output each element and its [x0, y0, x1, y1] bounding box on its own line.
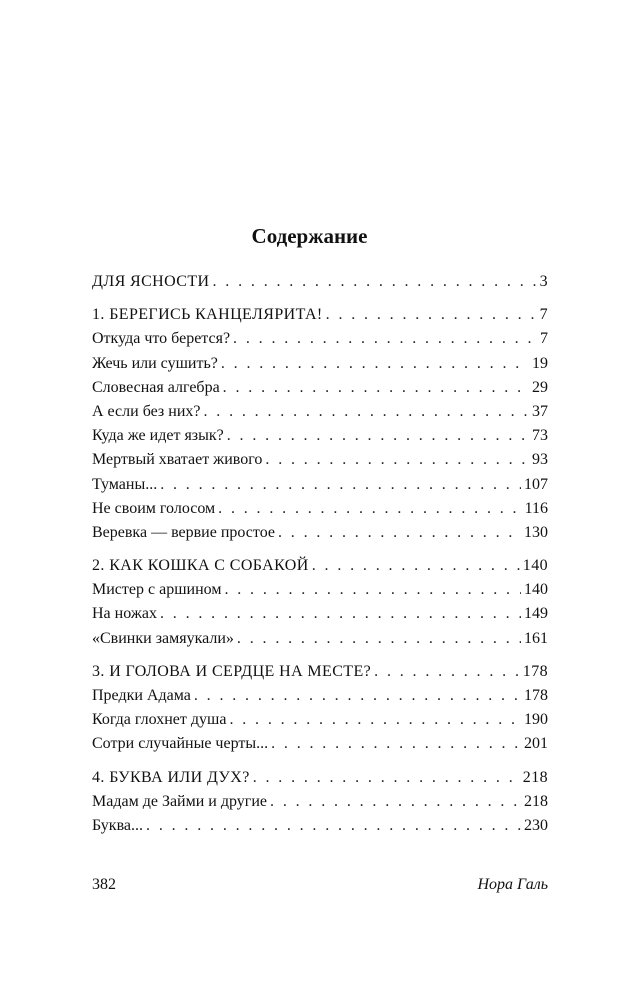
- toc-entry-page: 73: [532, 427, 548, 445]
- toc-entry: [92, 732, 548, 756]
- toc-entry-title: 4. БУКВА ИЛИ ДУХ?: [92, 768, 250, 786]
- dot-leader: [271, 732, 521, 756]
- dot-leader: [146, 814, 521, 838]
- toc-entry-page: 149: [524, 605, 548, 623]
- dot-leader: [160, 473, 521, 497]
- toc-entry-page: 178: [522, 662, 548, 680]
- toc-entry-page: 130: [524, 523, 548, 541]
- toc-section-heading: [92, 270, 548, 294]
- dot-leader: [270, 790, 521, 814]
- page-number: 382: [92, 876, 116, 893]
- table-of-contents: [92, 270, 548, 847]
- toc-entry-title: 1. БЕРЕГИСЬ КАНЦЕЛЯРИТА!: [92, 306, 323, 324]
- toc-entry-page: 7: [539, 306, 548, 324]
- toc-entry: [92, 352, 548, 376]
- toc-entry-title: Не своим голосом: [92, 499, 216, 517]
- toc-entry: [92, 497, 548, 521]
- toc-entry-page: 19: [532, 354, 548, 372]
- toc-entry-title: Куда же идет язык?: [92, 427, 224, 445]
- toc-entry: [92, 376, 548, 400]
- toc-entry-title: Буква...: [92, 816, 144, 834]
- page-title: Содержание: [251, 224, 368, 248]
- toc-entry-title: 2. КАК КОШКА С СОБАКОЙ: [92, 557, 309, 575]
- toc-entry: [92, 400, 548, 424]
- dot-leader: [229, 708, 521, 732]
- toc-entry: [92, 448, 548, 472]
- toc-entry-title: «Свинки замяукали»: [92, 629, 234, 647]
- toc-entry-title: Веревка — вервие простое: [92, 523, 275, 541]
- dot-leader: [278, 521, 521, 545]
- dot-leader: [218, 497, 521, 521]
- toc-section: [92, 554, 548, 651]
- toc-entry-page: 3: [539, 273, 548, 290]
- toc-entry: [92, 473, 548, 497]
- running-author: Нора Галь: [477, 876, 548, 893]
- toc-entry-page: 230: [524, 816, 548, 834]
- dot-leader: [213, 270, 537, 294]
- toc-entry: [92, 327, 548, 351]
- toc-section-heading: [92, 303, 548, 327]
- toc-entry-page: 218: [524, 792, 548, 810]
- toc-entry-title: Словесная алгебра: [92, 378, 220, 396]
- dot-leader: [203, 400, 529, 424]
- toc-entry-page: 161: [524, 629, 548, 647]
- toc-entry-title: А если без них?: [92, 402, 201, 420]
- dot-leader: [374, 660, 520, 684]
- toc-entry-page: 140: [522, 557, 548, 575]
- toc-entry-title: Откуда что берется?: [92, 330, 231, 348]
- dot-leader: [326, 303, 537, 327]
- toc-entry-title: ДЛЯ ЯСНОСТИ: [92, 273, 210, 290]
- toc-entry-title: Сотри случайные черты...: [92, 735, 269, 753]
- toc-entry: [92, 790, 548, 814]
- toc-entry: [92, 578, 548, 602]
- toc-entry-page: 7: [540, 330, 548, 348]
- toc-entry-title: Предки Адама: [92, 687, 191, 704]
- toc-entry-title: На ножах: [92, 605, 157, 623]
- toc-entry-page: 201: [524, 735, 548, 753]
- dot-leader: [194, 684, 521, 708]
- toc-section: [92, 270, 548, 294]
- toc-section-heading: [92, 766, 548, 790]
- toc-entry-title: Мадам де Займи и другие: [92, 792, 268, 810]
- toc-entry-page: 107: [524, 475, 548, 493]
- dot-leader: [237, 627, 521, 651]
- toc-entry-page: 218: [522, 768, 548, 786]
- toc-section: [92, 660, 548, 757]
- toc-entry: [92, 708, 548, 732]
- dot-leader: [265, 448, 529, 472]
- toc-entry-title: Мертвый хватает живого: [92, 451, 263, 469]
- toc-entry: [92, 424, 548, 448]
- toc-entry-page: 116: [524, 499, 548, 517]
- toc-entry: [92, 684, 548, 708]
- dot-leader: [227, 424, 529, 448]
- toc-section-heading: [92, 660, 548, 684]
- toc-entry: [92, 521, 548, 545]
- dot-leader: [253, 766, 520, 790]
- toc-section: [92, 766, 548, 839]
- dot-leader: [312, 554, 520, 578]
- toc-section: [92, 303, 548, 545]
- dot-leader: [221, 352, 529, 376]
- dot-leader: [233, 327, 537, 351]
- toc-section-heading: [92, 554, 548, 578]
- toc-entry-title: Когда глохнет душа: [92, 711, 227, 729]
- toc-entry-page: 29: [532, 378, 548, 396]
- toc-entry-title: Жечь или сушить?: [92, 354, 218, 372]
- toc-entry-title: Туманы...: [92, 475, 158, 493]
- toc-entry-page: 140: [524, 581, 548, 599]
- toc-entry: [92, 814, 548, 838]
- dot-leader: [160, 602, 521, 626]
- toc-entry: [92, 602, 548, 626]
- toc-entry-title: Мистер с аршином: [92, 581, 222, 599]
- toc-entry-title: 3. И ГОЛОВА И СЕРДЦЕ НА МЕСТЕ?: [92, 662, 372, 680]
- toc-entry: [92, 627, 548, 651]
- toc-entry-page: 190: [524, 711, 548, 729]
- toc-entry-page: 178: [524, 687, 548, 704]
- toc-entry-page: 93: [532, 451, 548, 469]
- toc-entry-page: 37: [532, 402, 548, 420]
- dot-leader: [224, 578, 521, 602]
- dot-leader: [223, 376, 529, 400]
- page-footer: [92, 876, 548, 894]
